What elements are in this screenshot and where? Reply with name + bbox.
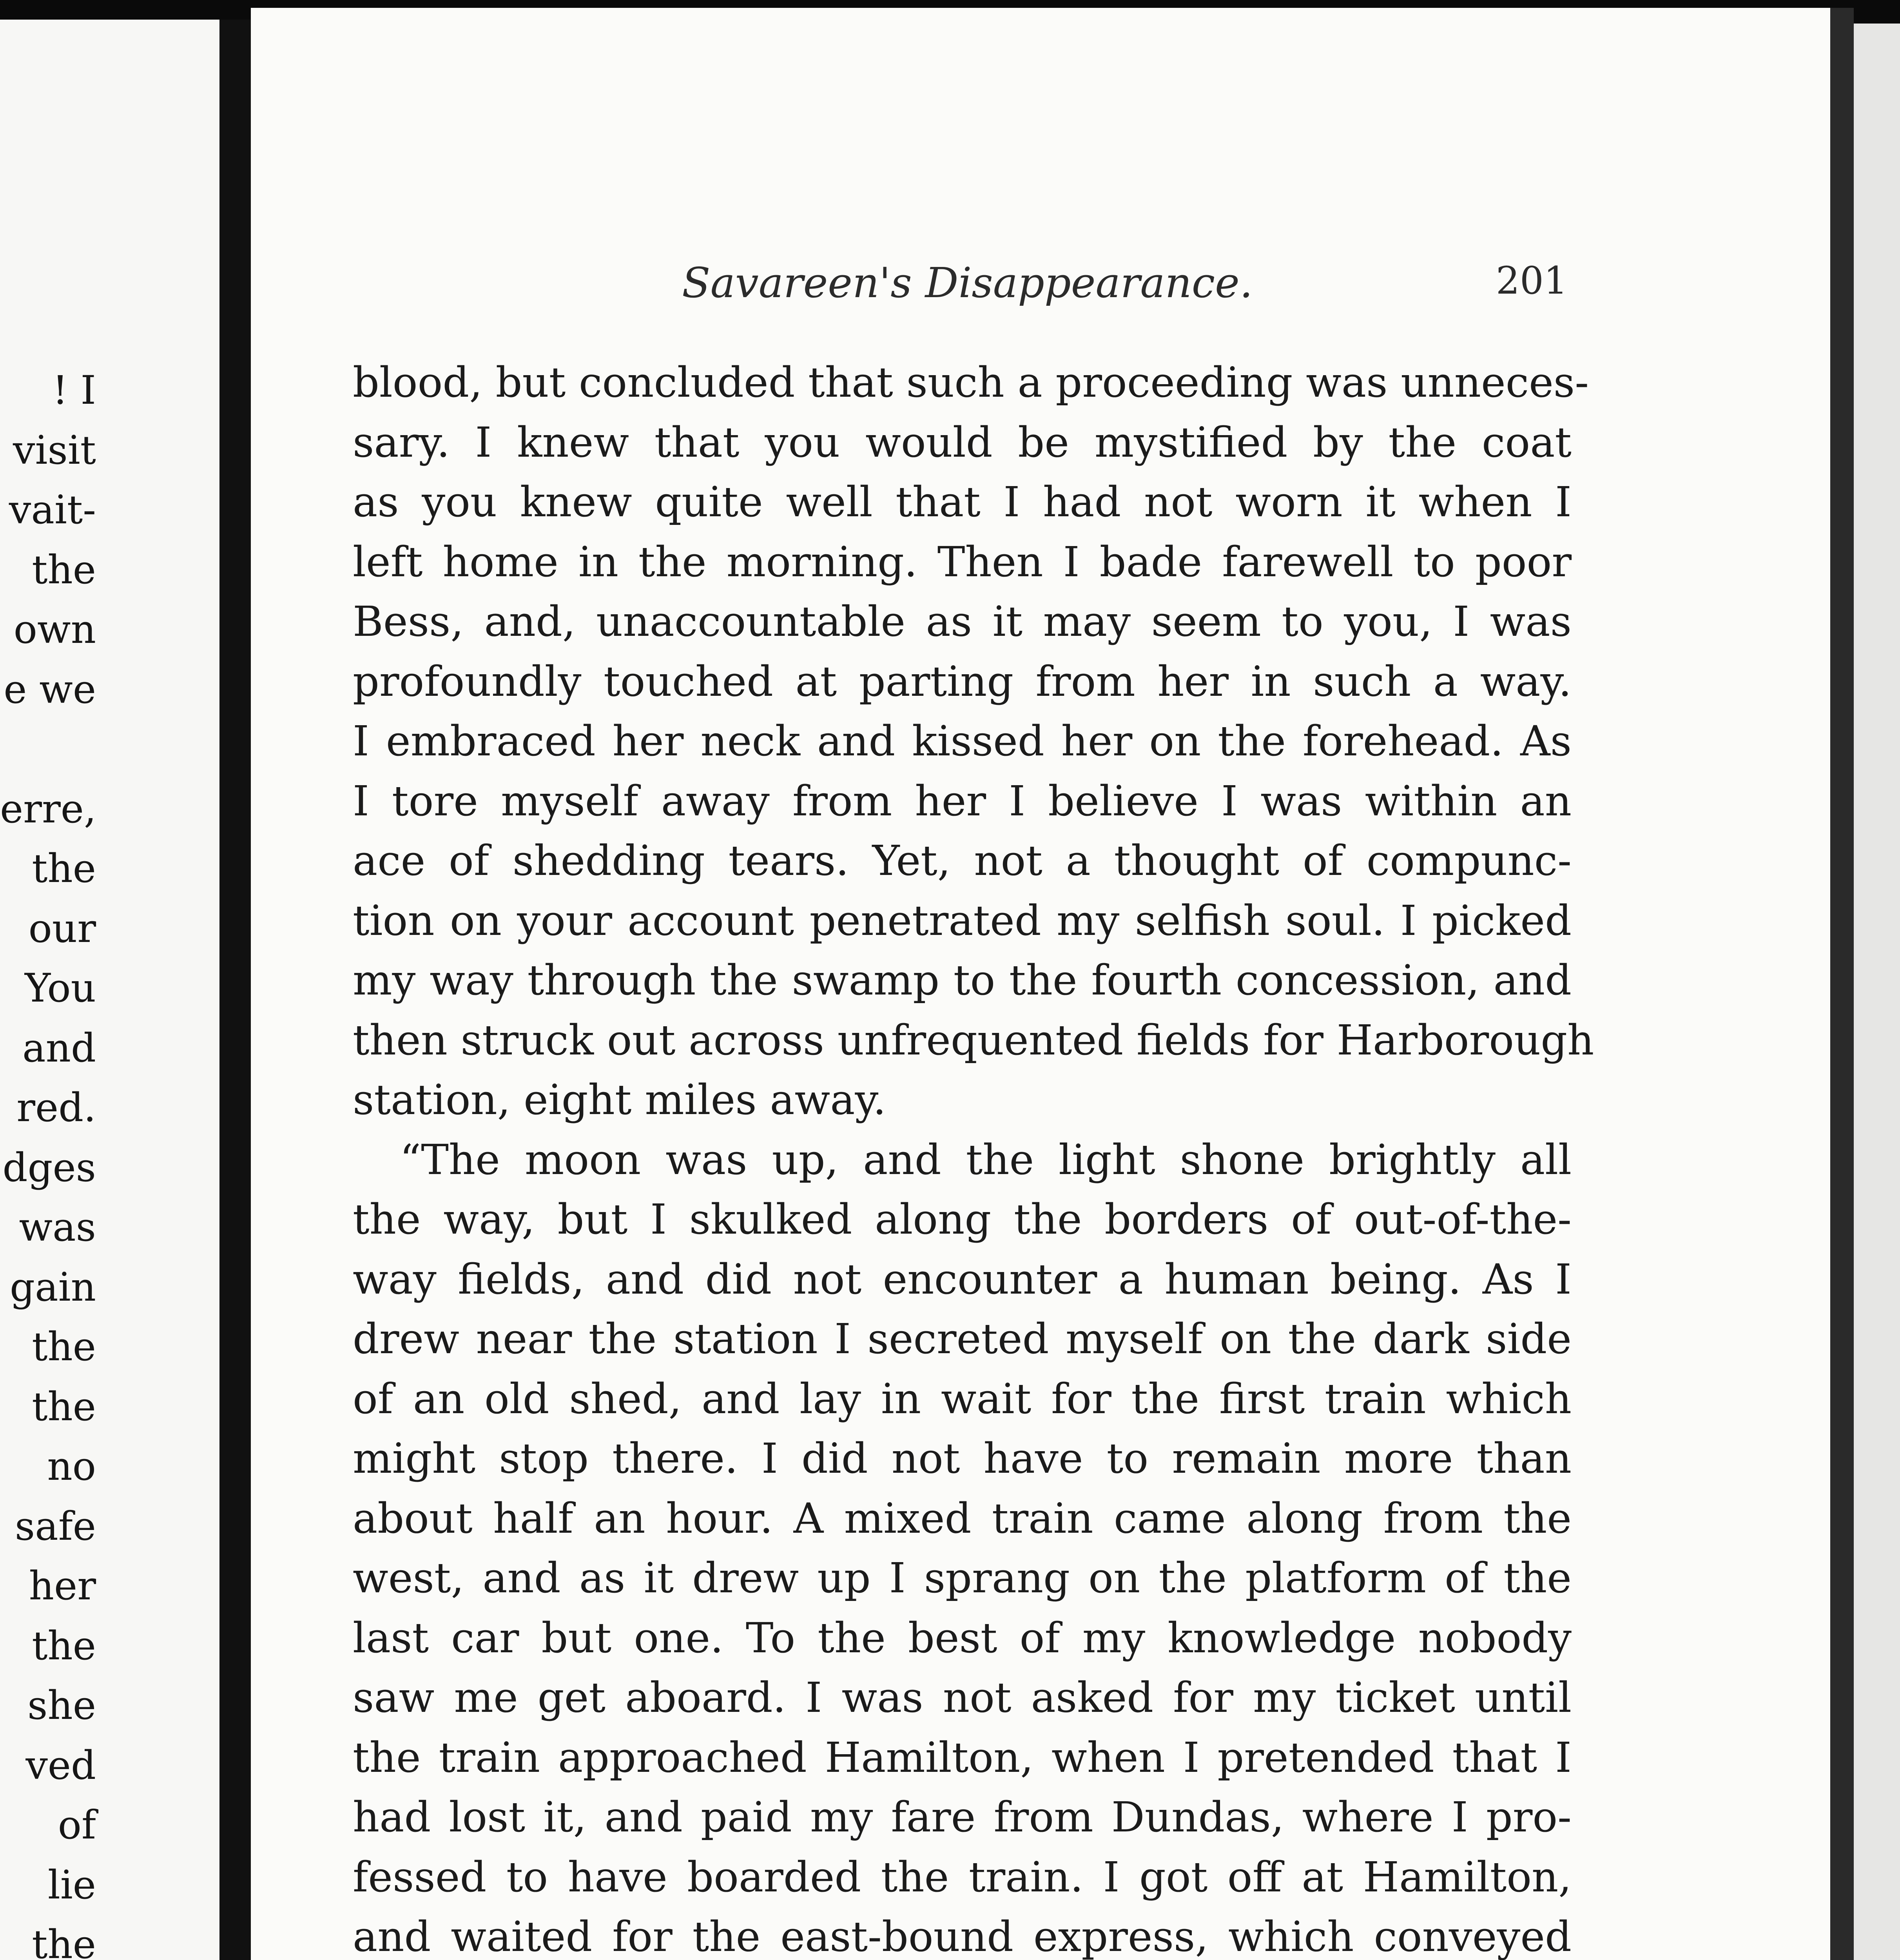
previous-page-text xyxy=(0,361,96,1960)
text-line: then struck out across unfrequented fields for Harborough xyxy=(353,1016,1594,1064)
previous-page-line: the xyxy=(32,846,96,891)
text-line: last car but one. To the best of my knowledge nobody xyxy=(353,1613,1572,1662)
text-line: drew near the station I secreted myself on the dark side xyxy=(353,1315,1572,1363)
text-line: tion on your account penetrated my selfish soul. I picked xyxy=(353,896,1572,945)
text-line: the way, but I skulked along the borders of out-of-the- xyxy=(353,1195,1572,1243)
previous-page-line: You xyxy=(25,965,96,1011)
text-line: ace of shedding tears. Yet, not a thought of compunc- xyxy=(353,837,1572,885)
previous-page-line: our xyxy=(28,905,96,951)
previous-page-line: the xyxy=(32,1622,96,1669)
previous-page-line: was xyxy=(19,1204,96,1250)
previous-page-line: e we xyxy=(4,666,96,712)
body-text xyxy=(353,353,1594,1960)
text-line: sary. I knew that you would be mystified by the coat xyxy=(353,418,1572,466)
previous-page-line: no xyxy=(47,1443,96,1489)
previous-page-line: vait- xyxy=(9,487,96,533)
text-line: I embraced her neck and kissed her on the forehead. As xyxy=(353,717,1572,765)
previous-page-line: visit xyxy=(13,427,96,473)
text-line: west, and as it drew up I sprang on the platform of the xyxy=(353,1554,1572,1602)
running-title: Savareen's Disappearance. xyxy=(682,259,1253,307)
previous-page-line: she xyxy=(27,1682,96,1728)
previous-page-line: the xyxy=(32,1922,96,1960)
previous-page-line: of xyxy=(58,1802,96,1848)
previous-page-line: the xyxy=(32,1324,96,1370)
previous-page-line xyxy=(0,719,96,779)
page-header xyxy=(682,259,1568,310)
previous-page-fragment xyxy=(0,20,239,1960)
previous-page-line: and xyxy=(22,1025,96,1071)
text-line: and waited for the east-bound express, which conveyed xyxy=(353,1913,1572,1960)
previous-page-line: own xyxy=(13,606,96,652)
previous-page-line: the xyxy=(32,546,96,593)
text-line: about half an hour. A mixed train came along from the xyxy=(353,1494,1572,1543)
previous-page-line: lie xyxy=(47,1862,96,1908)
scan-right-margin xyxy=(1854,24,1900,1960)
book-gutter xyxy=(219,20,255,1960)
text-line: I tore myself away from her I believe I was within an xyxy=(353,777,1572,825)
text-line: Bess, and, unaccountable as it may seem to you, I was xyxy=(353,597,1572,646)
previous-page-line: erre, xyxy=(0,786,96,832)
text-line: might stop there. I did not have to remain more than xyxy=(353,1434,1572,1483)
previous-page-line: her xyxy=(29,1563,96,1609)
previous-page-line: ved xyxy=(25,1742,96,1788)
text-line: fessed to have boarded the train. I got off at Hamilton, xyxy=(353,1853,1572,1901)
text-line: left home in the morning. Then I bade farewell to poor xyxy=(353,537,1572,586)
text-line: my way through the swamp to the fourth concession, and xyxy=(353,956,1572,1004)
text-line: had lost it, and paid my fare from Dundas, where I pro- xyxy=(353,1793,1572,1841)
text-line: saw me get aboard. I was not asked for my ticket until xyxy=(353,1673,1572,1722)
page-edge-shadow xyxy=(1830,8,1854,1960)
text-line: of an old shed, and lay in wait for the first train which xyxy=(353,1374,1572,1423)
previous-page-line: ! I xyxy=(52,367,96,413)
text-line: way fields, and did not encounter a human being. As I xyxy=(353,1255,1572,1303)
previous-page-line: the xyxy=(32,1383,96,1430)
previous-page-line: dges xyxy=(2,1144,96,1191)
previous-page-line: gain xyxy=(9,1264,96,1310)
text-line: the train approached Hamilton, when I pretended that I xyxy=(353,1733,1572,1782)
text-line: as you knew quite well that I had not worn it when I xyxy=(353,478,1572,526)
text-line: station, eight miles away. xyxy=(353,1076,886,1124)
text-line: blood, but concluded that such a proceeding was unneces- xyxy=(353,358,1589,407)
text-line: profoundly touched at parting from her in such a way. xyxy=(353,657,1572,706)
page-number: 201 xyxy=(1496,259,1568,303)
text-line: “The moon was up, and the light shone brightly all xyxy=(400,1135,1572,1184)
previous-page-line: safe xyxy=(15,1503,96,1549)
previous-page-line: red. xyxy=(16,1085,96,1131)
